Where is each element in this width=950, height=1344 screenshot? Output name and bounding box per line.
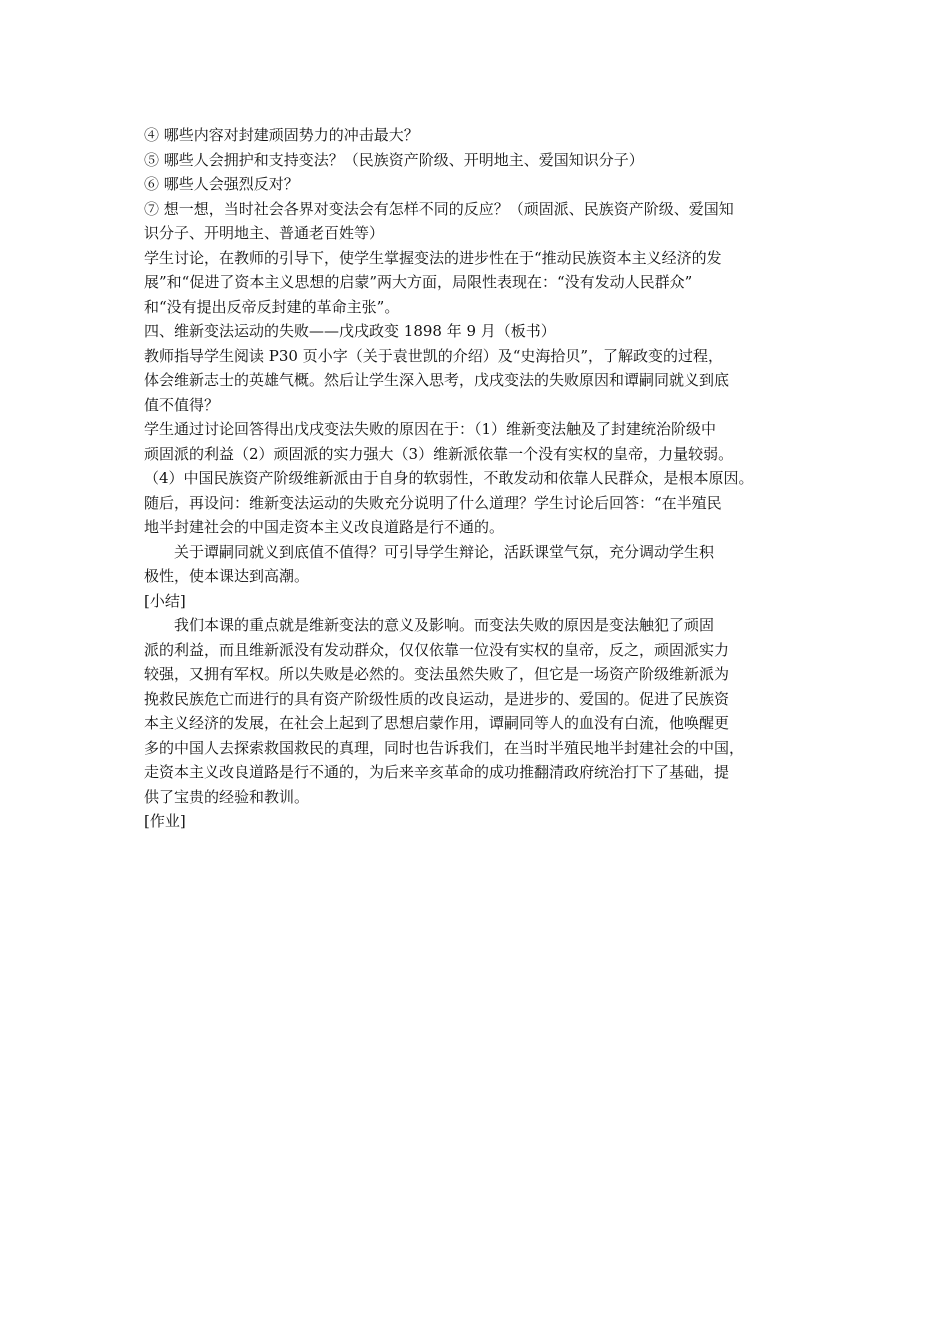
- failure-reasons-paragraph-cont: 顽固派的利益（2）顽固派的实力强大（3）维新派依靠一个没有实权的皇帝，力量较弱。: [144, 444, 734, 463]
- summary-paragraph: 我们本课的重点就是维新变法的意义及影响。而变法失败的原因是变法触犯了顽固: [174, 616, 715, 634]
- discussion-paragraph: 学生讨论，在教师的引导下，使学生掌握变法的进步性在于“推动民族资本主义经济的发: [144, 248, 722, 267]
- failure-reasons-paragraph: 学生通过讨论回答得出戊戌变法失败的原因在于：（1）维新变法触及了封建统治阶级中: [144, 420, 717, 438]
- summary-paragraph-cont: 走资本主义改良道路是行不通的，为后来辛亥革命的成功推翻清政府统治打下了基础，提: [144, 763, 730, 781]
- debate-paragraph-cont: 极性，使本课达到高潮。: [144, 567, 310, 585]
- debate-paragraph: 关于谭嗣同就义到底值不值得？可引导学生辩论，活跃课堂气氛，充分调动学生积: [174, 542, 715, 561]
- document-body: [144, 123, 816, 834]
- summary-paragraph-cont: 供了宝贵的经验和教训。: [144, 787, 310, 806]
- reading-paragraph-cont: 值不值得？: [144, 395, 220, 414]
- question-4: ④ 哪些内容对封建顽固势力的冲击最大？: [144, 126, 419, 144]
- reading-paragraph: 教师指导学生阅读 P30 页小字（关于袁世凯的介绍）及“史海拾贝”，了解政变的过程，: [144, 346, 724, 365]
- failure-reasons-paragraph-cont: （4）中国民族资产阶级维新派由于自身的软弱性，不敢发动和依靠人民群众，是根本原因。: [144, 469, 754, 487]
- discussion-paragraph-cont: 展”和“促进了资本主义思想的启蒙”两大方面，局限性表现在：“没有发动人民群众”: [144, 273, 693, 291]
- summary-paragraph-cont: 本主义经济的发展，在社会上起到了思想启蒙作用，谭嗣同等人的血没有白流，他唤醒更: [144, 714, 730, 732]
- discussion-paragraph-cont: 和“没有提出反帝反封建的革命主张”。: [144, 297, 400, 316]
- question-7-cont: 识分子、开明地主、普通老百姓等）: [144, 224, 385, 242]
- follow-up-question-cont: 地半封建社会的中国走资本主义改良道路是行不通的。: [144, 518, 505, 536]
- question-6: ⑥ 哪些人会强烈反对？: [144, 175, 299, 193]
- section-heading-4: 四、维新变法运动的失败——戊戌政变 1898 年 9 月（板书）: [144, 322, 556, 340]
- reading-paragraph-cont: 体会维新志士的英雄气概。然后让学生深入思考，戊戌变法的失败原因和谭嗣同就义到底: [144, 371, 730, 389]
- summary-heading: [小结]: [144, 591, 186, 610]
- summary-paragraph-cont: 挽救民族危亡而进行的具有资产阶级性质的改良运动，是进步的、爱国的。促进了民族资: [144, 689, 730, 708]
- follow-up-question: 随后，再设问：维新变法运动的失败充分说明了什么道理？学生讨论后回答：“在半殖民: [144, 493, 722, 512]
- summary-paragraph-cont: 派的利益，而且维新派没有发动群众，仅仅依靠一位没有实权的皇帝，反之，顽固派实力: [144, 640, 730, 659]
- question-5: ⑤ 哪些人会拥护和支持变法？（民族资产阶级、开明地主、爱国知识分子）: [144, 150, 644, 169]
- homework-heading: [作业]: [144, 812, 186, 830]
- summary-paragraph-cont: 较强，又拥有军权。所以失败是必然的。变法虽然失败了，但它是一场资产阶级维新派为: [144, 665, 730, 683]
- question-7: ⑦ 想一想，当时社会各界对变法会有怎样不同的反应？（顽固派、民族资产阶级、爱国知: [144, 199, 734, 218]
- summary-paragraph-cont: 多的中国人去探索救国救民的真理，同时也告诉我们，在当时半殖民地半封建社会的中国，: [144, 738, 745, 757]
